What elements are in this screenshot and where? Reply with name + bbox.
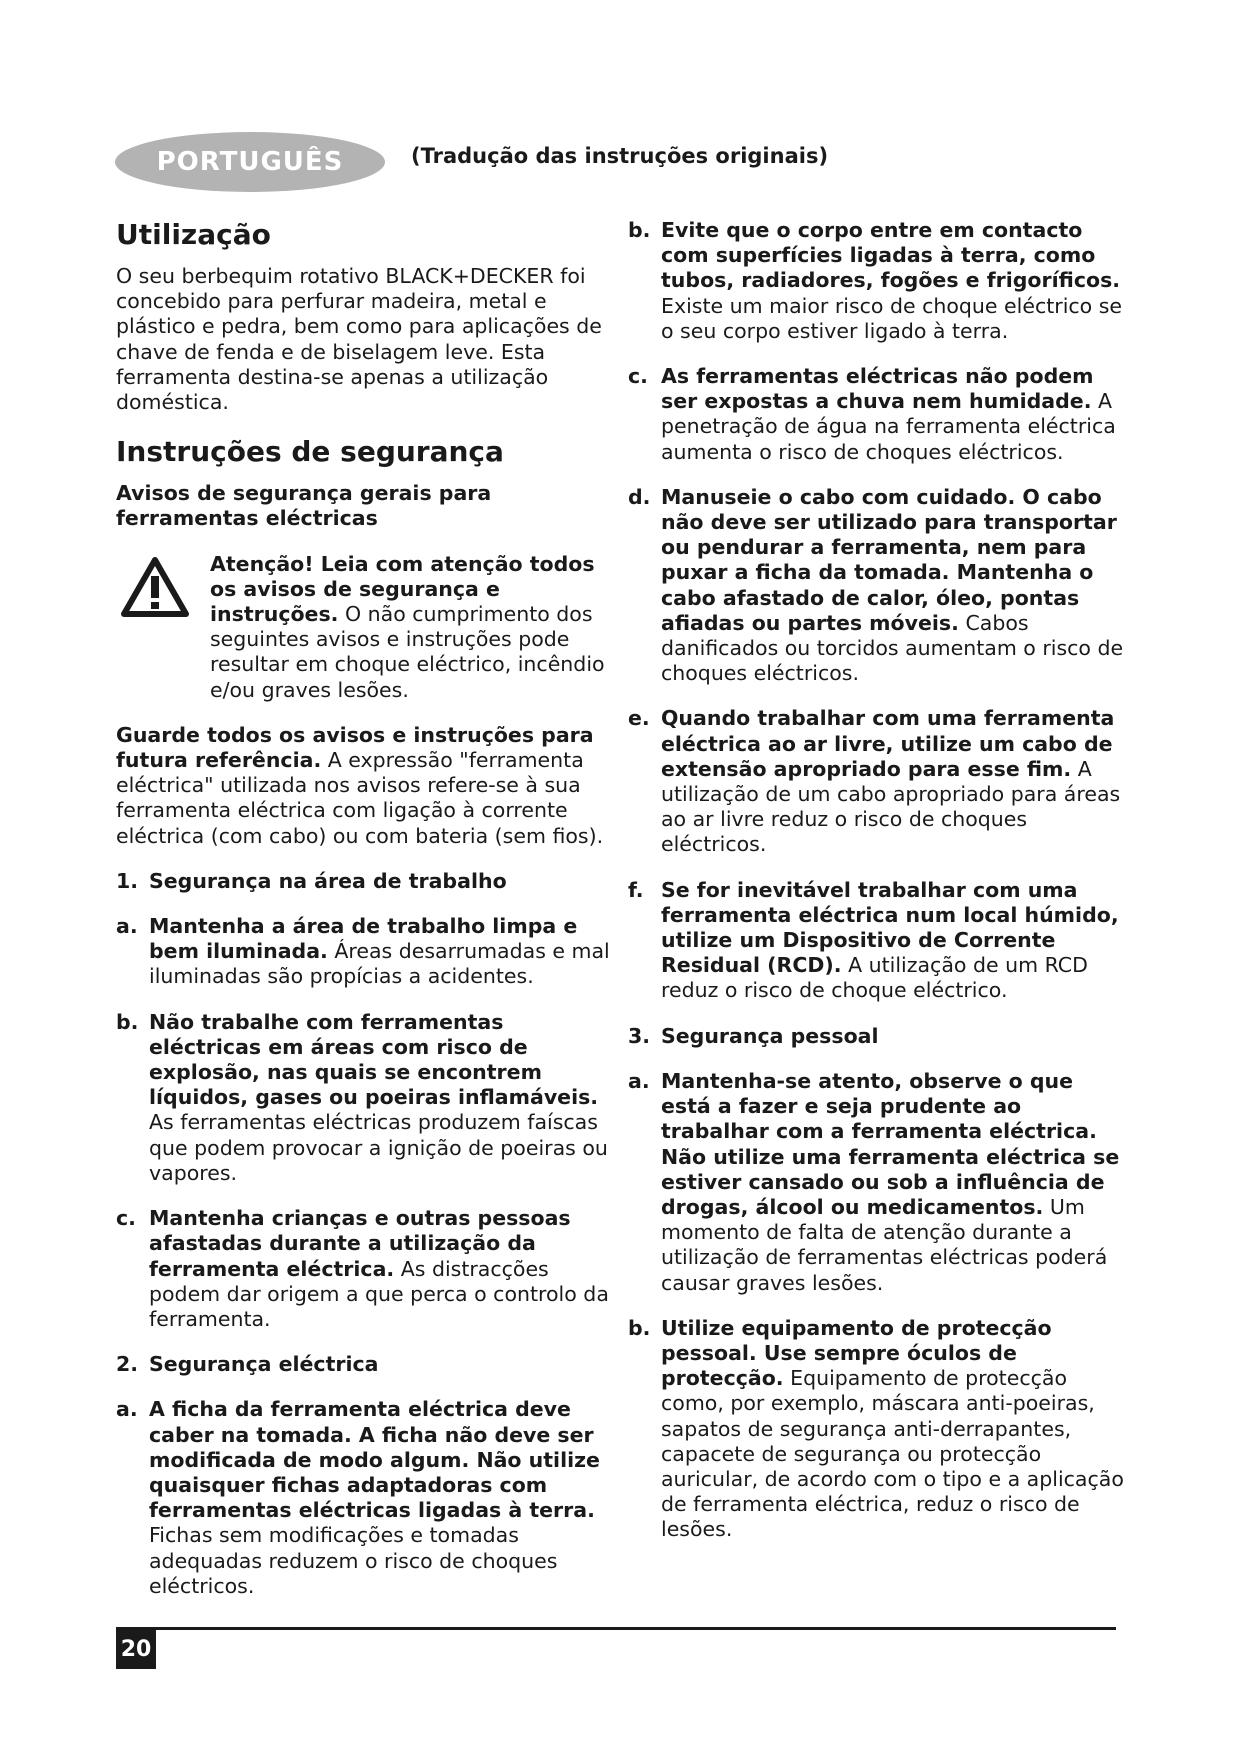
item-text: A utilização de um RCD reduz o risco de choque eléctrico. bbox=[661, 953, 1088, 1003]
item-bold-text: Mantenha-se atento, observe o que está a fazer e seja prudente ao trabalhar com a ferramenta eléctrica. Não utilize uma ferramenta eléctrica se estiver cansado ou sob a influência de drogas, álcool ou medicamentos. bbox=[661, 1068, 1120, 1219]
item-text: Um momento de falta de atenção durante a utilização de ferramentas eléctricas poderá causar graves lesões. bbox=[661, 1194, 1108, 1295]
item-bold-text: Não trabalhe com ferramentas eléctricas em áreas com risco de explosão, nas quais se encontrem líquidos, gases ou poeiras inflamáveis. bbox=[149, 1009, 599, 1110]
item-text: A utilização de um cabo apropriado para áreas ao ar livre reduz o risco de choques eléctricos. bbox=[661, 756, 1121, 857]
item-text: Equipamento de protecção como, por exemplo, máscara anti-poeiras, sapatos de segurança anti-derrapantes, capacete de segurança ou protecção auricular, de acordo com o tipo e a aplicação de ferramenta eléctrica, reduz o risco de lesões. bbox=[661, 1366, 1124, 1542]
item-label: d. bbox=[628, 484, 651, 509]
page-number: 20 bbox=[116, 1629, 156, 1669]
item-text: Cabos danificados ou torcidos aumentam o risco de choques eléctricos. bbox=[661, 610, 1124, 686]
keep-text: A expressão "ferramenta eléctrica" utilizada nos avisos refere-se à sua ferramenta eléctrica com ligação à corrente eléctrica (com cabo) ou com bateria (sem fios). bbox=[116, 748, 604, 848]
footer-divider bbox=[116, 1627, 1116, 1630]
item-bold-text: Se for inevitável trabalhar com uma ferramenta eléctrica num local húmido, utilize um Dispositivo de Corrente Residual (RCD). bbox=[661, 877, 1119, 978]
item-text: As ferramentas eléctricas produzem faíscas que podem provocar a ignição de poeiras ou vapores. bbox=[149, 1110, 608, 1185]
list-item bbox=[628, 706, 1128, 857]
general-warnings-heading: Avisos de segurança gerais para ferramentas eléctricas bbox=[116, 481, 492, 531]
usage-paragraph: O seu berbequim rotativo BLACK+DECKER foi concebido para perfurar madeira, metal e plástico e pedra, bem como para aplicações de chave de fenda e de biselagem leve. Esta ferramenta destina-se apenas a utilização doméstica. bbox=[116, 264, 602, 415]
section-number: 1. bbox=[116, 868, 139, 893]
item-bold-text: Quando trabalhar com uma ferramenta eléctrica ao ar livre, utilize um cabo de extensão apropriado para esse fim. bbox=[661, 706, 1115, 781]
item-text: Fichas sem modificações e tomadas adequadas reduzem o risco de choques eléctricos. bbox=[149, 1523, 558, 1598]
item-text: Áreas desarrumadas e mal iluminadas são propícias a acidentes. bbox=[149, 939, 610, 989]
section-number: 2. bbox=[116, 1352, 139, 1377]
keep-instructions-paragraph bbox=[116, 723, 616, 849]
list-item bbox=[628, 878, 1128, 1004]
list-item bbox=[116, 1206, 616, 1332]
item-bold-text: Manuseie o cabo com cuidado. O cabo não deve ser utilizado para transportar ou pendurar a ferramenta, nem para puxar a ficha da tomada. Mantenha o cabo afastado de calor, óleo, pontas afiadas ou partes móveis. bbox=[661, 484, 1117, 635]
item-bold-text: A ficha da ferramenta eléctrica deve caber na tomada. A ficha não deve ser modificada de modo algum. Não utilize quaisquer fichas adaptadoras com ferramentas eléctricas ligadas à terra. bbox=[149, 1397, 600, 1523]
item-label: a. bbox=[116, 1397, 138, 1422]
item-label: f. bbox=[628, 877, 644, 902]
list-item bbox=[628, 1069, 1128, 1296]
item-bold-text: Mantenha crianças e outras pessoas afastadas durante a utilização da ferramenta eléctrica. bbox=[149, 1206, 571, 1281]
list-item bbox=[116, 914, 616, 990]
section-title: Segurança eléctrica bbox=[149, 1352, 379, 1377]
safety-heading: Instruções de segurança bbox=[116, 435, 504, 469]
item-text: As distracções podem dar origem a que perca o controlo da ferramenta. bbox=[149, 1256, 609, 1331]
item-text: A penetração de água na ferramenta eléctrica aumenta o risco de choques eléctricos. bbox=[661, 389, 1116, 464]
item-label: e. bbox=[628, 706, 650, 731]
list-item bbox=[116, 1397, 616, 1599]
item-label: b. bbox=[116, 1009, 139, 1034]
item-bold-text: Evite que o corpo entre em contacto com superfícies ligadas à terra, como tubos, radiadores, fogões e frigoríficos. bbox=[661, 218, 1121, 293]
left-column bbox=[116, 218, 616, 1619]
item-text: Existe um maior risco de choque eléctrico se o seu corpo estiver ligado à terra. bbox=[661, 293, 1123, 343]
warning-text: O não cumprimento dos seguintes avisos e instruções pode resultar em choque eléctrico, incêndio e/ou graves lesões. bbox=[210, 602, 605, 702]
item-bold-text: As ferramentas eléctricas não podem ser expostas a chuva nem humidade. bbox=[661, 364, 1094, 414]
translation-subtitle: (Tradução das instruções originais) bbox=[411, 144, 829, 168]
keep-bold-text: Guarde todos os avisos e instruções para futura referência. bbox=[116, 722, 594, 773]
list-item bbox=[628, 1316, 1128, 1543]
list-item bbox=[628, 485, 1128, 687]
warning-block bbox=[116, 552, 616, 703]
list-item bbox=[628, 218, 1128, 344]
list-item bbox=[628, 364, 1128, 465]
warning-bold-text: Atenção! Leia com atenção todos os avisos de segurança e instruções. bbox=[210, 551, 595, 627]
item-label: a. bbox=[116, 914, 138, 939]
section-2-heading bbox=[116, 1352, 616, 1377]
right-column bbox=[628, 218, 1128, 1563]
item-label: b. bbox=[628, 1315, 651, 1340]
usage-heading: Utilização bbox=[116, 218, 271, 251]
section-number: 3. bbox=[628, 1023, 651, 1048]
item-label: b. bbox=[628, 218, 651, 242]
item-label: c. bbox=[116, 1206, 136, 1231]
item-label: c. bbox=[628, 364, 648, 389]
section-title: Segurança pessoal bbox=[661, 1023, 879, 1048]
warning-triangle-icon bbox=[120, 556, 190, 618]
section-title: Segurança na área de trabalho bbox=[149, 868, 507, 893]
language-badge: PORTUGUÊS bbox=[115, 132, 385, 192]
section-3-heading bbox=[628, 1024, 1128, 1049]
item-label: a. bbox=[628, 1068, 650, 1093]
item-bold-text: Mantenha a área de trabalho limpa e bem iluminada. bbox=[149, 914, 578, 964]
list-item bbox=[116, 1010, 616, 1186]
item-bold-text: Utilize equipamento de protecção pessoal. Use sempre óculos de protecção. bbox=[661, 1315, 1052, 1391]
section-1-heading bbox=[116, 869, 616, 894]
